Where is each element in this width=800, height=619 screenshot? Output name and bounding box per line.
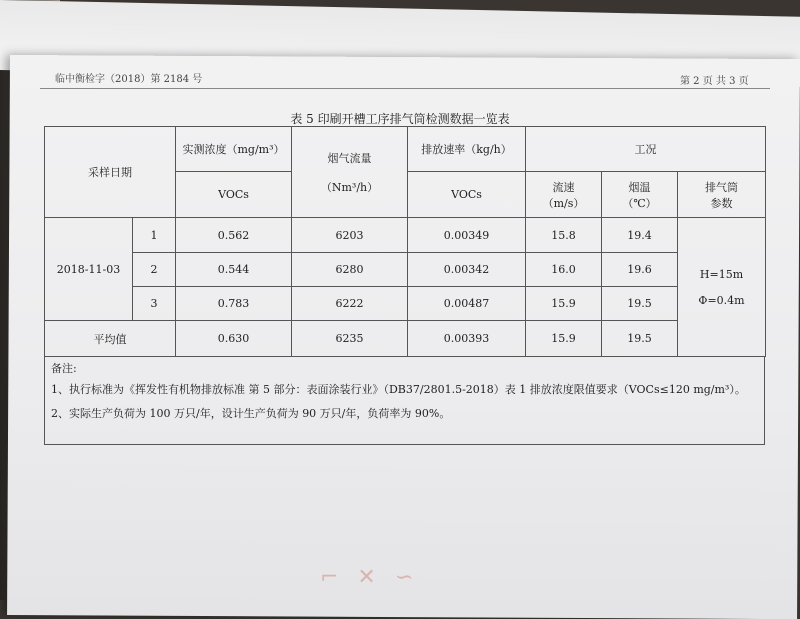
- stack-diameter: Φ=0.4m: [698, 293, 745, 307]
- monitoring-table: [44, 126, 766, 357]
- conc-cell: 0.783: [176, 287, 292, 321]
- header-rate: 排放速率（kg/h）: [408, 127, 526, 172]
- table-title: 表 5 印刷开槽工序排气筒检测数据一览表: [290, 112, 510, 126]
- speed-cell: 15.8: [526, 218, 602, 253]
- page-number: 第 2 页 共 3 页: [680, 76, 749, 87]
- average-row: [45, 321, 766, 357]
- report-number: 临中衡检字（2018）第 2184 号: [55, 74, 203, 85]
- header-stack: [678, 172, 766, 218]
- avg-rate-cell: 0.00393: [408, 321, 526, 357]
- header-flow: [292, 127, 408, 218]
- notes-line-2: 2、实际生产负荷为 100 万只/年，设计生产负荷为 90 万只/年，负荷率为 90%。: [51, 407, 451, 420]
- conc-cell: 0.562: [176, 218, 292, 253]
- faint-stamp: ⌐ ✕ ∽: [320, 565, 420, 590]
- rate-cell: 0.00349: [408, 218, 526, 253]
- header-vocs-conc: VOCs: [176, 172, 292, 218]
- row-number: 2: [133, 253, 176, 287]
- header-concentration: 实测浓度（mg/m³）: [176, 127, 292, 172]
- speed-cell: 16.0: [526, 253, 602, 287]
- average-label: 平均值: [45, 321, 176, 357]
- table-row: [45, 287, 766, 321]
- header-speed-label: 流速: [552, 180, 575, 194]
- notes-line-1: 1、执行标准为《挥发性有机物排放标准 第 5 部分：表面涂装行业》（DB37/2801.5-2018）表 1 排放浓度限值要求（VOCs≤120 mg/m³）。: [51, 383, 746, 396]
- speed-cell: 15.9: [526, 287, 602, 321]
- temp-cell: 19.4: [602, 218, 678, 253]
- avg-flow-cell: 6235: [292, 321, 408, 357]
- rate-cell: 0.00342: [408, 253, 526, 287]
- header-conditions: 工况: [526, 127, 766, 172]
- table-row: [45, 253, 766, 287]
- stack-params-cell: [678, 218, 766, 357]
- header-flow-label: 烟气流量: [327, 151, 372, 165]
- flow-cell: 6280: [292, 253, 408, 287]
- conc-cell: 0.544: [176, 253, 292, 287]
- row-number: 1: [133, 218, 176, 253]
- rate-cell: 0.00487: [408, 287, 526, 321]
- header-flow-unit: （Nm³/h）: [320, 180, 379, 194]
- temp-cell: 19.6: [602, 253, 678, 287]
- stack-height: H=15m: [699, 267, 744, 281]
- flow-cell: 6203: [292, 218, 408, 253]
- header-stack-label: 排气筒: [705, 180, 739, 194]
- avg-conc-cell: 0.630: [176, 321, 292, 357]
- row-number: 3: [133, 287, 176, 321]
- header-temp: [602, 172, 678, 218]
- header-date: 采样日期: [45, 127, 176, 218]
- notes-box: [44, 356, 765, 445]
- header-rule: [40, 88, 770, 89]
- header-temp-label: 烟温: [628, 180, 651, 194]
- avg-speed-cell: 15.9: [526, 321, 602, 357]
- temp-cell: 19.5: [602, 287, 678, 321]
- avg-temp-cell: 19.5: [602, 321, 678, 357]
- header-speed-unit: （m/s）: [542, 196, 585, 210]
- table-row: [45, 218, 766, 253]
- header-stack-sub: 参数: [710, 196, 733, 210]
- header-temp-unit: （℃）: [622, 196, 657, 210]
- header-speed: [526, 172, 602, 218]
- date-cell: 2018-11-03: [45, 218, 133, 321]
- header-vocs-rate: VOCs: [408, 172, 526, 218]
- flow-cell: 6222: [292, 287, 408, 321]
- notes-title: 备注:: [51, 362, 77, 375]
